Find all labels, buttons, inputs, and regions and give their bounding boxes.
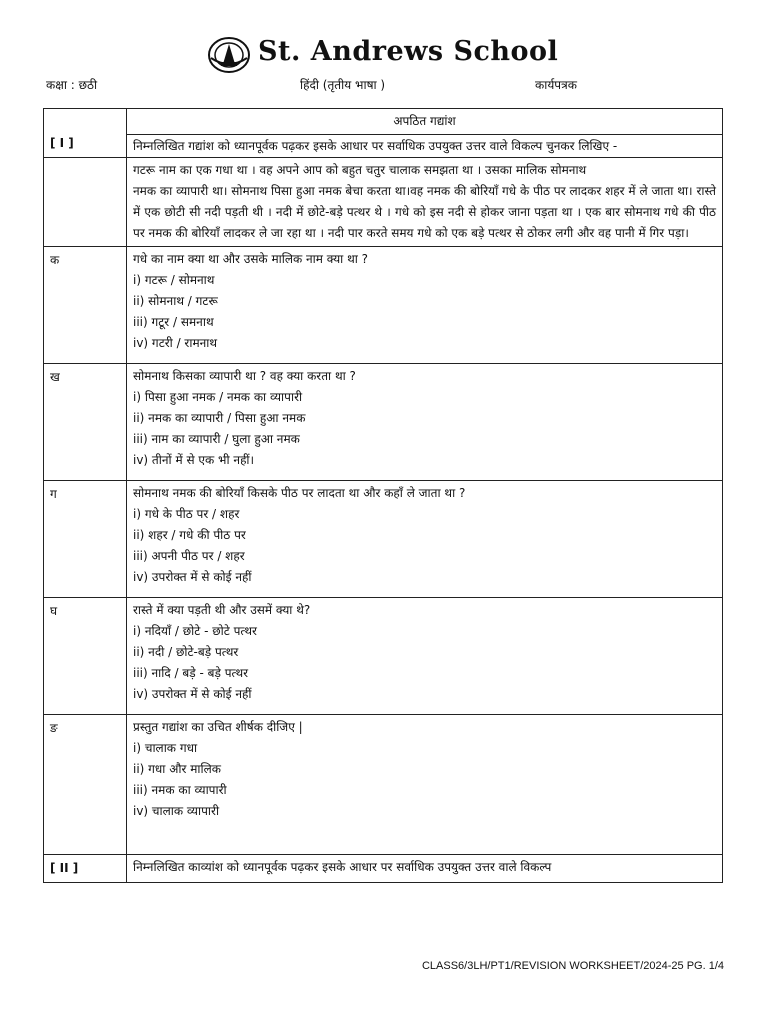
- passage-cell: [127, 158, 723, 247]
- option-item: iv) उपरोक्त में से कोई नहीं: [133, 687, 252, 701]
- question-label: ग: [44, 481, 127, 598]
- section-mark-cell: [44, 109, 127, 158]
- section-mark: [ II ]: [50, 861, 79, 875]
- sheet-type-label: कार्यपत्रक: [535, 78, 577, 92]
- question-label: ङ: [44, 715, 127, 855]
- option-item: ii) नमक का व्यापारी / पिसा हुआ नमक: [133, 411, 306, 425]
- question-text: सोमनाथ नमक की बोरियाँ किसके पीठ पर लादता था और कहाँ ले जाता था ?: [133, 486, 466, 500]
- worksheet-table: [43, 108, 723, 883]
- section-heading: अपठित गद्यांश: [127, 109, 723, 135]
- question-cell: [127, 598, 723, 715]
- table-row: [44, 247, 723, 364]
- option-item: ii) नदी / छोटे-बड़े पत्थर: [133, 645, 239, 659]
- option-item: i) चालाक गधा: [133, 741, 198, 755]
- table-row: [44, 715, 723, 855]
- option-item: ii) गधा और मालिक: [133, 762, 221, 776]
- option-item: i) गटरू / सोमनाथ: [133, 273, 215, 287]
- section-instruction: निम्नलिखित काव्यांश को ध्यानपूर्वक पढ़कर इसके आधार पर सर्वाधिक उपयुक्त उत्तर वाले विकल्प: [127, 855, 723, 883]
- option-item: iv) उपरोक्त में से कोई नहीं: [133, 570, 252, 584]
- question-label: घ: [44, 598, 127, 715]
- table-row: [44, 158, 723, 247]
- passage-label-cell: [44, 158, 127, 247]
- passage-line-1: गटरू नाम का एक गधा था । वह अपने आप को बहुत चतुर चालाक समझता था । उसका मालिक सोमनाथ: [133, 163, 587, 177]
- school-crest-icon: [207, 36, 251, 74]
- option-item: i) गधे के पीठ पर / शहर: [133, 507, 240, 521]
- page-footer: CLASS6/3LH/PT1/REVISION WORKSHEET/2024-25 PG. 1/4: [421, 960, 724, 972]
- passage-line-2: नमक का व्यापारी था। सोमनाथ पिसा हुआ नमक बेचा करता था।वह नमक की बोरियाँ गधे के पीठ पर लादकर शहर में ले जाता था। रास्ते में एक छोटी सी नदी पड़ती थी । नदी में छोटे-बड़े पत्थर थे । गधे को इस नदी से होकर जाना पड़ता था । एक बार सोमनाथ गधे की पीठ पर नमक की बोरियाँ लादकर ले जा रहा था । नदी पार करते समय गधे को एक बड़े पत्थर से ठोकर लगी और वह पानी में गिर पड़ा।: [133, 184, 716, 240]
- option-item: iii) गटूर / समनाथ: [133, 315, 214, 329]
- question-text: गधे का नाम क्या था और उसके मालिक नाम क्या था ?: [133, 252, 369, 266]
- option-item: iii) नादि / बड़े - बड़े पत्थर: [133, 666, 249, 680]
- table-row: [44, 855, 723, 883]
- question-label: ख: [44, 364, 127, 481]
- table-row: [44, 598, 723, 715]
- question-text: रास्ते में क्या पड़ती थी और उसमें क्या थे?: [133, 603, 311, 617]
- question-cell: [127, 715, 723, 855]
- question-text: सोमनाथ किसका व्यापारी था ? वह क्या करता था ?: [133, 369, 356, 383]
- school-name: St. Andrews School: [258, 36, 559, 67]
- page-header: [0, 34, 768, 74]
- question-cell: [127, 247, 723, 364]
- class-label: कक्षा : छठी: [46, 78, 98, 92]
- question-cell: [127, 364, 723, 481]
- option-item: iii) नाम का व्यापारी / घुला हुआ नमक: [133, 432, 300, 446]
- option-item: i) नदियाँ / छोटे - छोटे पत्थर: [133, 624, 257, 638]
- option-item: iv) तीनों में से एक भी नहीं।: [133, 453, 255, 467]
- option-item: i) पिसा हुआ नमक / नमक का व्यापारी: [133, 390, 303, 404]
- table-row: [44, 135, 723, 158]
- question-text: प्रस्तुत गद्यांश का उचित शीर्षक दीजिए |: [133, 720, 303, 734]
- option-item: ii) सोमनाथ / गटरू: [133, 294, 218, 308]
- table-row: [44, 109, 723, 135]
- option-item: iii) नमक का व्यापारी: [133, 783, 227, 797]
- option-item: ii) शहर / गधे की पीठ पर: [133, 528, 246, 542]
- section-mark-cell: [44, 855, 127, 883]
- question-label: क: [44, 247, 127, 364]
- question-cell: [127, 481, 723, 598]
- section-mark: [ I ]: [50, 136, 74, 150]
- table-row: [44, 364, 723, 481]
- subject-label: हिंदी (तृतीय भाषा ): [300, 78, 386, 92]
- option-item: iii) अपनी पीठ पर / शहर: [133, 549, 245, 563]
- option-item: iv) चालाक व्यापारी: [133, 804, 220, 818]
- table-row: [44, 481, 723, 598]
- section-instruction: निम्नलिखित गद्यांश को ध्यानपूर्वक पढ़कर इसके आधार पर सर्वाधिक उपयुक्त उत्तर वाले विकल्प चुनकर लिखिए -: [127, 135, 723, 158]
- option-item: iv) गटरी / रामनाथ: [133, 336, 218, 350]
